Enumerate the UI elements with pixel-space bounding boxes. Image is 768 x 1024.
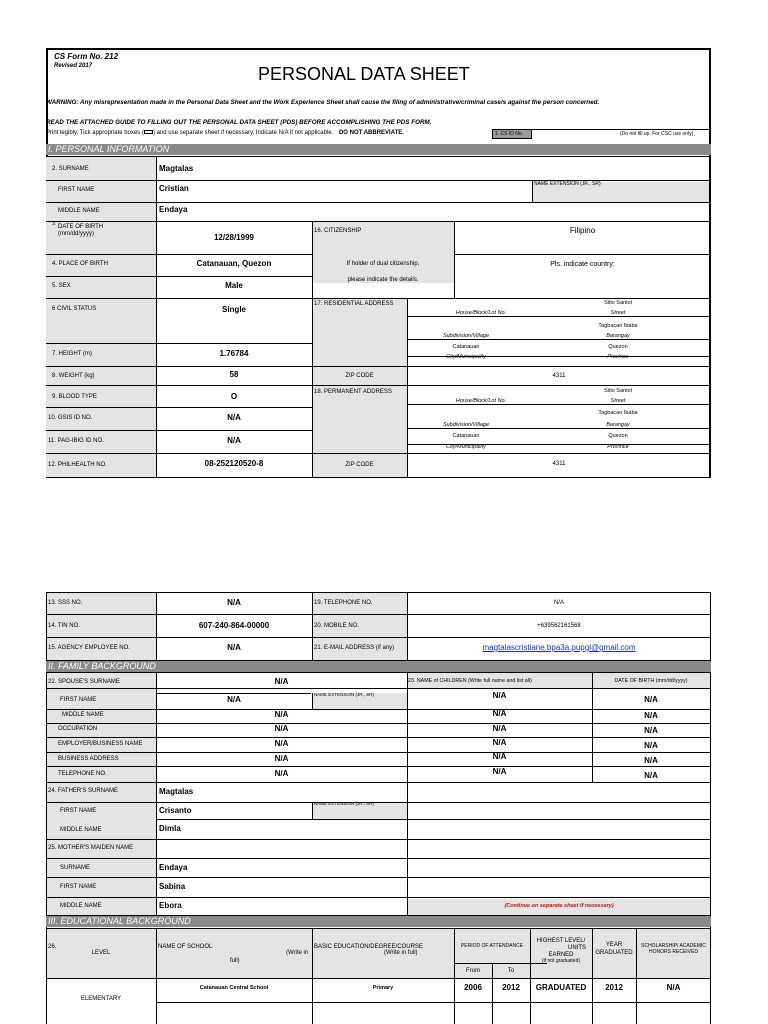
father-first-name-label: FIRST NAME [60,808,97,814]
child-dob: N/A [644,756,658,765]
highest-level-header-3: EARNED [548,952,574,958]
res-zip-label: ZIP CODE [345,373,374,379]
mother-middle-name-label: MIDDLE NAME [60,903,102,909]
perm-village-sub: Subdivision/Village [442,422,490,428]
child-name: N/A [492,724,507,733]
print-legibly-part1: Print legibly. Tick appropriate boxes ( [46,130,144,136]
perm-barangay-sub: Barangay [606,422,630,428]
res-barangay: Tagbacan Ibaba [598,323,638,329]
name-extension-label: NAME EXTENSION (JR., SR) [534,181,601,187]
blood-type-value: O [230,392,238,401]
indicate-country: Pls. indicate country: [550,261,615,268]
child-name: N/A [492,738,507,747]
page-two [46,592,711,1024]
gsis-value: N/A [227,413,241,422]
height-label: 7. HEIGHT (m) [52,351,92,357]
section-educational-background: III. EDUCATIONAL BACKGROUND [46,916,711,927]
spouse-middle-name-value: N/A [274,710,289,719]
spouse-first-name-value: N/A [227,695,241,704]
pagibig-label: 11. PAG-IBIG ID NO. [48,438,104,444]
permanent-address-label: 18. PERMANENT ADDRESS [314,389,392,395]
email-label: 21. E-MAIL ADDRESS (if any) [314,645,395,651]
revised-year: Revised 2017 [54,63,93,69]
elementary-level: ELEMENTARY [80,996,122,1002]
middle-name-label: MIDDLE NAME [58,208,100,214]
dual-citizen-note-1: If holder of dual citizenship, [346,261,420,267]
gsis-label: 10. GSIS ID NO. [48,415,93,421]
res-city: Catanauan [452,344,480,350]
res-street: Sitio Santol [604,300,632,306]
civil-status-label: 6 CIVIL STATUS [52,306,97,312]
spouse-surname-value: N/A [274,677,289,686]
elementary-highest: GRADUATED [535,983,587,992]
perm-city-sub: City/Municipality [446,444,486,450]
father-middle-name-value: Dimla [159,824,181,833]
honors-header-2: HONORS RECEIVED [649,949,698,955]
mother-surname-label: SURNAME [60,865,91,871]
email-link[interactable]: magtalascristiane.bpa3a.pupgl@gmail.com [482,643,636,652]
top-rule [46,48,711,50]
year-graduated-header-1: YEAR [605,942,623,948]
telephone-label: 19. TELEPHONE NO. [314,600,373,606]
father-surname-value: Magtalas [159,787,194,796]
children-label: 23. NAME of CHILDREN (Write full name and list all) [408,678,532,684]
print-legibly-text [46,130,404,136]
year-graduated-header-2: GRADUATED [595,950,633,956]
business-address-label: BUSINESS ADDRESS [58,756,119,762]
res-street-sub: Street [610,310,626,316]
course-header: BASIC EDUCATION/DEGREE/COURSE [314,944,423,950]
res-village-sub: Subdivision/Village [442,333,490,339]
child-dob: N/A [644,695,658,704]
child-name: N/A [492,709,507,718]
place-of-birth-value: Catanauan, Quezon [196,259,272,268]
tin-label: 14. TIN NO. [48,623,80,629]
dob-label-num: 3. [52,221,57,227]
occupation-value: N/A [274,724,289,733]
perm-zip-value: 4311 [552,461,566,467]
first-name-value: Cristian [159,184,189,193]
warning-text: WARNING: Any misrepresentation made in the Personal Data Sheet and the Work Experience Sheet shall cause the filing of administrative/criminal case/s against the person concerned. [46,99,600,106]
child-dob: N/A [644,711,658,720]
mother-middle-name-value: Ebora [159,901,182,910]
dual-citizen-note-2: please indicate the details. [347,277,419,283]
do-not-abbreviate: DO NOT ABBREVIATE. [338,130,404,136]
dob-label: DATE OF BIRTH [58,224,104,230]
citizenship-value: Filipino [569,226,596,235]
perm-house-sub: House/Block/Lot No. [455,398,507,404]
first-name-label: FIRST NAME [58,187,95,193]
child-dob: N/A [644,741,658,750]
mother-first-name-label: FIRST NAME [60,884,97,890]
sex-value: Male [225,281,243,290]
school-header-3: full) [230,958,240,964]
res-barangay-sub: Barangay [606,333,630,339]
agency-employee-value: N/A [227,643,241,652]
mobile-value: +639562161568 [537,623,581,629]
to-header: To [507,968,515,974]
page-one [46,48,711,478]
honors-header-1: SCHOLARSHIP/ ACADEMIC [641,943,706,949]
child-dob: N/A [644,771,658,780]
section-personal-information: I. PERSONAL INFORMATION [46,144,711,155]
form-number: CS Form No. 212 [54,52,119,61]
spouse-surname-label: 22. SPOUSE'S SURNAME [48,679,120,685]
tin-value: 607-240-864-00000 [198,621,270,630]
mother-surname-value: Endaya [159,863,188,872]
highest-level-header-2: UNITS [568,945,586,951]
perm-province: Quezon [608,433,628,439]
blood-type-label: 9. BLOOD TYPE [52,394,97,400]
father-surname-label: 24. FATHER'S SURNAME [48,788,119,794]
middle-name-value: Endaya [159,205,188,214]
level-header: LEVEL [91,950,111,956]
elementary-from: 2006 [464,983,482,992]
surname-value: Magtalas [159,164,194,173]
philhealth-value: 08-252120520-8 [204,459,264,468]
cs-id-note: (Do not fill up. For CSC use only) [620,131,694,137]
dob-value: 12/28/1999 [213,233,255,242]
business-address-value: N/A [274,754,289,763]
sss-value: N/A [227,598,241,607]
res-city-sub: City/Municipality [446,354,486,360]
perm-city: Catanauan [452,433,480,439]
print-legibly-part2: ) and use separate sheet if necessary. Indicate N/A if not applicable. [152,130,334,136]
elementary-honors: N/A [666,983,681,992]
citizenship-label: 16. CITIZENSHIP [314,228,362,234]
elementary-to: 2012 [502,983,520,992]
father-first-name-value: Crisanto [159,806,192,815]
page-title: PERSONAL DATA SHEET [258,64,470,84]
period-header: PERIOD OF ATTENDANCE [460,943,524,949]
spouse-telephone-label: TELEPHONE NO. [58,771,107,777]
telephone-value: N/A [553,600,564,606]
child-dob-label: DATE OF BIRTH (mm/dd/yyyy) [614,678,688,684]
perm-barangay: Tagbacan Ibaba [598,410,638,416]
education-num: 26. [48,944,57,950]
from-header: From [466,968,480,974]
cs-id-label: 1. CS ID No. [495,131,524,137]
employer-value: N/A [274,739,289,748]
surname-label: 2. SURNAME [52,166,89,172]
philhealth-label: 12. PHILHEALTH NO. [48,462,107,468]
mobile-label: 20. MOBILE NO. [314,623,360,629]
sex-label: 5. SEX [52,283,71,289]
place-of-birth-label: 4. PLACE OF BIRTH [52,261,108,267]
perm-zip-label: ZIP CODE [345,462,374,468]
perm-street-sub: Street [610,398,626,404]
residential-address-label: 17. RESIDENTIAL ADDRESS [314,301,394,307]
father-middle-name-label: MIDDLE NAME [60,827,102,833]
weight-value: 58 [229,370,239,379]
agency-employee-label: 15. AGENCY EMPLOYEE NO. [48,645,130,651]
height-value: 1.76784 [219,349,249,358]
child-name: N/A [492,767,507,776]
tick-box-icon [144,130,153,134]
mother-maiden-name-label: 25. MOTHER'S MAIDEN NAME [48,845,134,851]
res-zip-value: 4311 [552,373,566,379]
child-name: N/A [492,691,507,700]
res-province: Quezon [608,344,628,350]
elementary-school: Catanauan Central School [199,985,269,991]
sss-label: 13. SSS NO. [48,600,83,606]
child-name: N/A [492,752,507,761]
spouse-middle-name-label: MIDDLE NAME [62,712,104,718]
weight-label: 8. WEIGHT (kg) [52,373,95,379]
res-house-sub: House/Block/Lot No. [455,310,507,316]
father-name-ext-label: NAME EXTENSION (JR., SR) [314,801,375,806]
child-dob: N/A [644,726,658,735]
spouse-telephone-value: N/A [274,769,289,778]
perm-street: Sitio Santol [604,388,632,394]
school-header: NAME OF SCHOOL [158,944,213,950]
res-province-sub: Province [607,354,629,360]
elementary-course: Primary [372,985,394,991]
course-header-2: (Write in full) [384,950,418,956]
employer-label: EMPLOYER/BUSINESS NAME [58,741,143,747]
highest-level-header-4: (if not graduated) [541,958,581,964]
mother-first-name-value: Sabina [159,882,186,891]
occupation-label: OCCUPATION [58,726,98,732]
section-family-background: II. FAMILY BACKGROUND [46,661,711,672]
perm-province-sub: Province [607,444,629,450]
highest-level-header-1: HIGHEST LEVEL/ [536,938,586,944]
spouse-name-ext-label: NAME EXTENSION (JR., SR) [314,692,375,697]
civil-status-value: Single [221,305,246,314]
school-header-2: (Write in [286,950,309,956]
pagibig-value: N/A [227,436,241,445]
spouse-first-name-label: FIRST NAME [60,697,97,703]
dob-format: (mm/dd/yyyy) [58,231,94,237]
elementary-year: 2012 [605,983,623,992]
continue-note: (Continue on separate sheet if necessary) [504,903,614,909]
read-guide-text: READ THE ATTACHED GUIDE TO FILLING OUT THE PERSONAL DATA SHEET (PDS) BEFORE ACCOMPLISHING THE PDS FORM. [46,119,432,126]
